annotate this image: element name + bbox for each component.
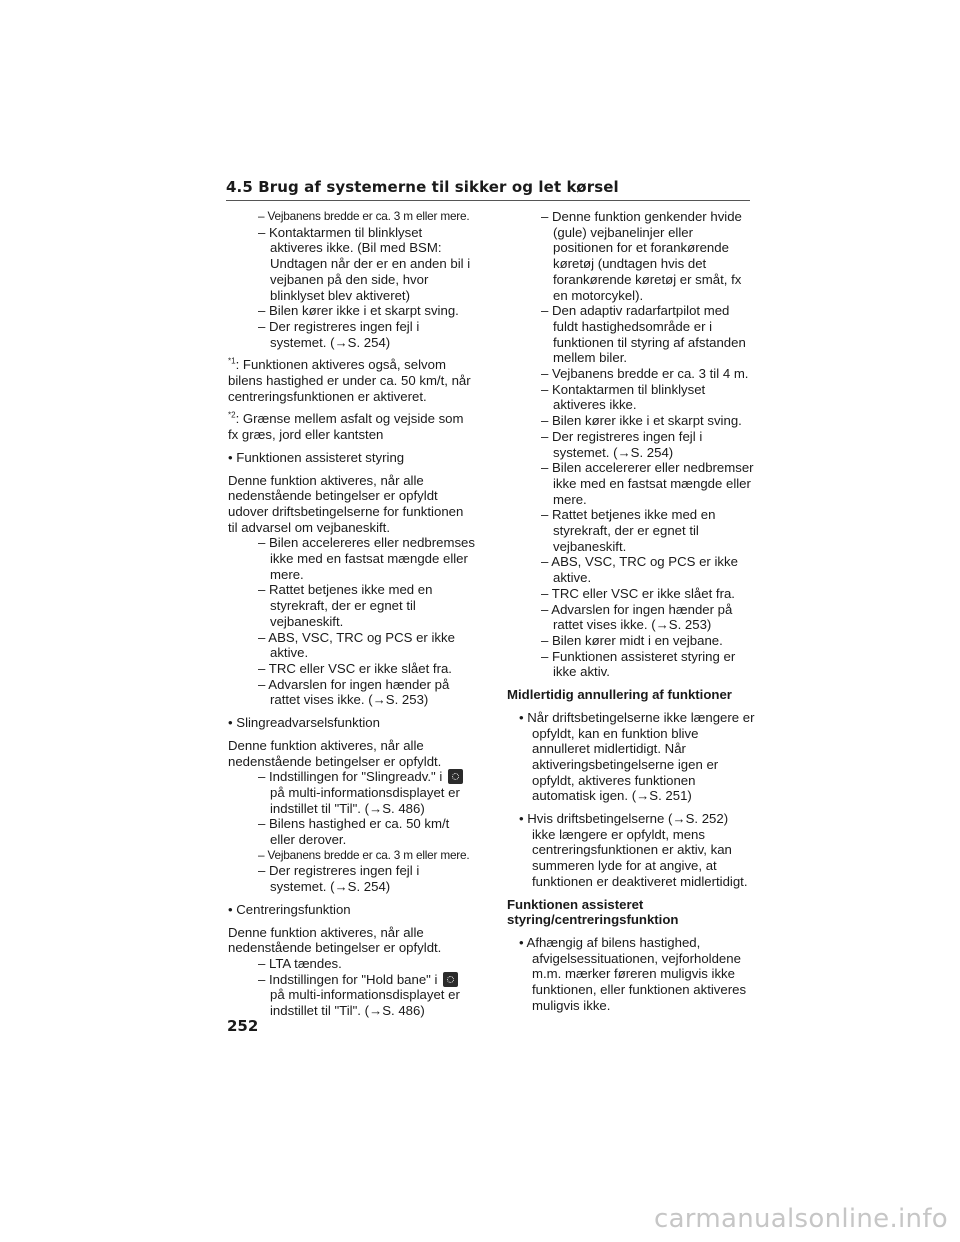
condition-item: – Bilen kører ikke i et skarpt sving. xyxy=(258,303,459,319)
bullet-centering: • Centreringsfunktion xyxy=(228,901,351,917)
right-column xyxy=(507,209,755,1020)
section-header: 4.5 Brug af systemerne til sikker og let kørsel xyxy=(226,178,619,196)
condition-item: – TRC eller VSC er ikke slået fra. xyxy=(258,660,452,676)
condition-item: – Rattet betjenes ikke med en styrekraft, der er egnet til vejbaneskift. xyxy=(258,582,433,629)
condition-item: – LTA tændes. xyxy=(258,955,342,971)
condition-text: – Indstillingen for "Hold bane" i xyxy=(258,971,438,987)
condition-item: – Der registreres ingen fejl i systemet. (→S. 254) xyxy=(258,863,420,895)
header-rule xyxy=(226,200,750,201)
section-heading: Funktionen assisteret styring/centreringsfunktion xyxy=(507,896,679,928)
condition-item: – Der registreres ingen fejl i systemet. (→S. 254) xyxy=(541,428,703,460)
condition-item: – Bilen kører ikke i et skarpt sving. xyxy=(541,413,742,429)
condition-item: – Bilen accelererer eller nedbremser ikke med en fastsat mængde eller mere. xyxy=(541,460,754,507)
paragraph: Denne funktion aktiveres, når alle nedenstående betingelser er opfyldt udover driftsbetingelserne for funktionen til advarsel om vejbaneskift. xyxy=(228,472,464,535)
condition-item: – ABS, VSC, TRC og PCS er ikke aktive. xyxy=(258,629,455,661)
condition-text: på multi-informationsdisplayet er indstillet til "Til". (→S. 486) xyxy=(270,987,460,1019)
condition-item: – Vejbanens bredde er ca. 3 m eller mere. xyxy=(258,209,470,223)
condition-item: – Bilen accelereres eller nedbremses ikke med en fastsat mængde eller mere. xyxy=(258,535,475,582)
gear-icon xyxy=(443,972,458,987)
bullet-item: • Når driftsbetingelserne ikke længere er opfyldt, kan en funktion blive annulleret midlertidigt. Når aktiveringsbetingelserne igen er opfyldt, aktiveres funktionen automatisk igen. (→S. 251) xyxy=(519,709,755,804)
left-column xyxy=(228,209,476,1019)
condition-item: – Advarslen for ingen hænder på rattet vises ikke. (→S. 253) xyxy=(541,601,733,633)
watermark: carmanualsonline.info xyxy=(653,1204,948,1234)
condition-item: – Kontaktarmen til blinklyset aktiveres ikke. (Bil med BSM: Undtagen når der er en anden bil i vejbanen på den side, hvor blinklyset blev aktiveret) xyxy=(258,224,471,303)
footnote-text: : Grænse mellem asfalt og vejside som fx græs, jord eller kantsten xyxy=(228,411,464,443)
condition-item: – Kontaktarmen til blinklyset aktiveres ikke. xyxy=(541,381,706,413)
condition-item: – Rattet betjenes ikke med en styrekraft, der er egnet til vejbaneskift. xyxy=(541,507,716,554)
condition-item: – Der registreres ingen fejl i systemet. (→S. 254) xyxy=(258,318,420,350)
bullet-sway-warning: • Slingreadvarselsfunktion xyxy=(228,715,380,731)
footnote-1 xyxy=(228,357,476,404)
condition-item: – Den adaptiv radarfartpilot med fuldt hastighedsområde er i funktionen til styring af afstanden mellem biler. xyxy=(541,303,746,366)
footnote-2 xyxy=(228,411,476,442)
bullet-item: • Hvis driftsbetingelserne (→S. 252) ikke længere er opfyldt, mens centreringsfunktionen er aktiv, kan summeren lyde for at angive, at funktionen er deaktiveret midlertidigt. xyxy=(519,811,748,889)
paragraph: Denne funktion aktiveres, når alle nedenstående betingelser er opfyldt. xyxy=(228,737,442,769)
section-heading: Midlertidig annullering af funktioner xyxy=(507,687,732,703)
condition-item: – Vejbanens bredde er ca. 3 m eller mere. xyxy=(258,847,470,862)
condition-item: – Vejbanens bredde er ca. 3 til 4 m. xyxy=(541,366,749,382)
bullet-steering-assist: • Funktionen assisteret styring xyxy=(228,449,405,465)
condition-item xyxy=(244,769,476,816)
condition-item: – Denne funktion genkender hvide (gule) vejbanelinjer eller positionen for et forankørende køretøj (undtagen hvis det forankørende køretøj er småt, fx en motorcykel). xyxy=(541,209,742,303)
condition-item: – Bilens hastighed er ca. 50 km/t eller derover. xyxy=(258,816,450,848)
footnote-marker: *2 xyxy=(228,411,236,421)
bullet-item: • Afhængig af bilens hastighed, afvigelsessituationen, vejforholdene m.m. mærker føreren muligvis ikke funktionen, eller funktionen aktiveres muligvis ikke. xyxy=(519,934,747,1013)
condition-item: – Bilen kører midt i en vejbane. xyxy=(541,632,723,648)
condition-text: – Indstillingen for "Slingreadv." i xyxy=(258,769,443,785)
condition-item: – ABS, VSC, TRC og PCS er ikke aktive. xyxy=(541,554,738,586)
paragraph: Denne funktion aktiveres, når alle nedenstående betingelser er opfyldt. xyxy=(228,924,442,956)
condition-item: – TRC eller VSC er ikke slået fra. xyxy=(541,585,735,601)
footnote-text: : Funktionen aktiveres også, selvom bilens hastighed er under ca. 50 km/t, når centreringsfunktionen er aktiveret. xyxy=(228,357,471,404)
condition-item xyxy=(244,972,476,1019)
footnote-marker: *1 xyxy=(228,356,236,366)
condition-item: – Funktionen assisteret styring er ikke aktiv. xyxy=(541,648,736,680)
condition-item: – Advarslen for ingen hænder på rattet vises ikke. (→S. 253) xyxy=(258,676,450,708)
page-number: 252 xyxy=(227,1017,259,1035)
gear-icon xyxy=(448,769,463,784)
condition-text: på multi-informationsdisplayet er indstillet til "Til". (→S. 486) xyxy=(270,784,460,816)
